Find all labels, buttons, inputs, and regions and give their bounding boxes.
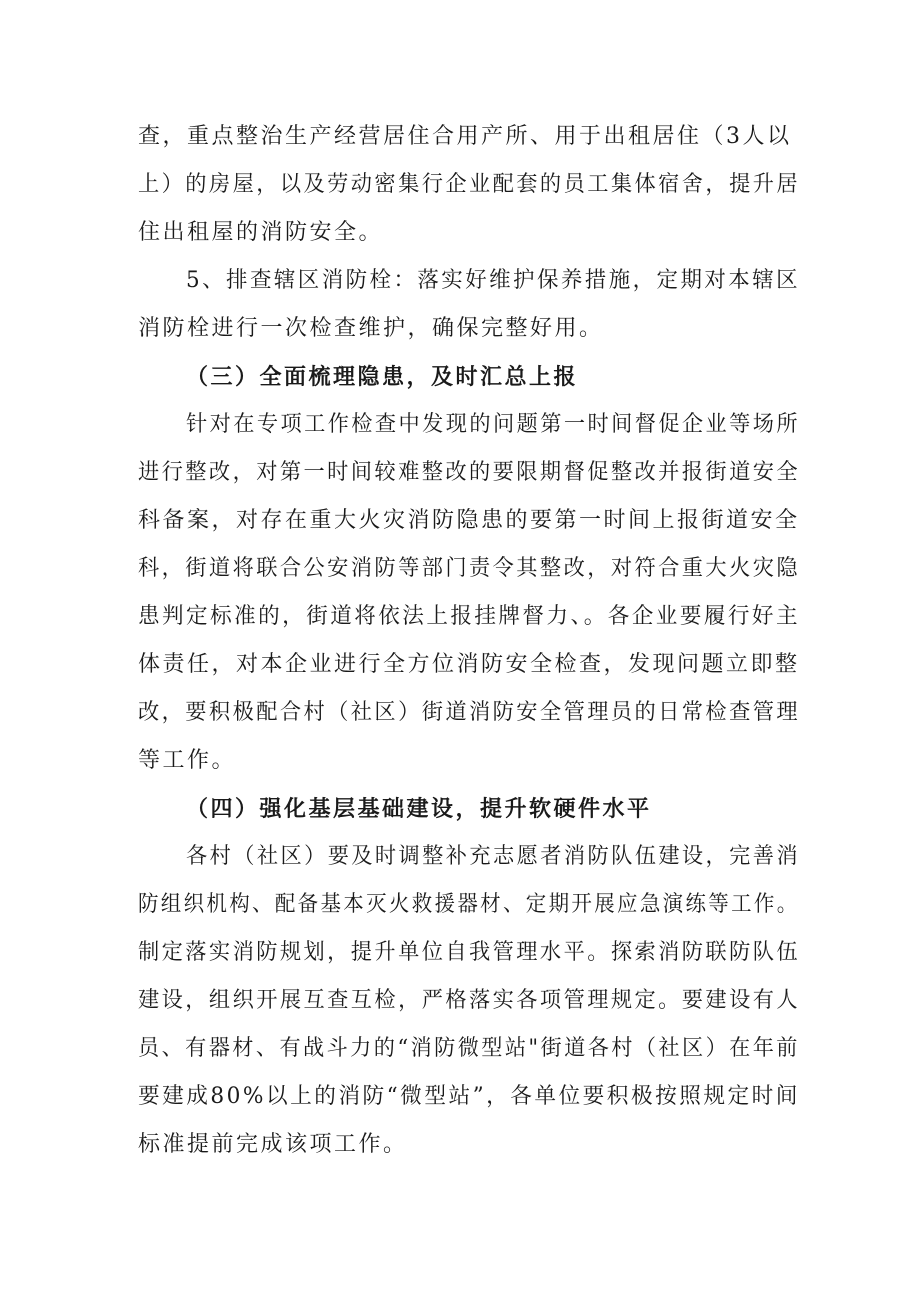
paragraph-line: 各村（社区）要及时调整补充志愿者消防队伍建设，完善消 [186, 844, 801, 869]
list-item-5: 5、排查辖区消防栓：落实好维护保养措施，定期对本辖区 [186, 268, 801, 293]
paragraph-line: 制定落实消防规划，提升单位自我管理水平。探索消防联防队伍 [138, 940, 801, 965]
paragraph-line: 体责任，对本企业进行全方位消防安全检查，发现问题立即整 [138, 652, 800, 677]
paragraph-line: 患判定标准的，街道将依法上报挂牌督力、。各企业要履行好主 [138, 604, 800, 629]
paragraph-line: 防组织机构、配备基本灭火救援器材、定期开展应急演练等工作。 [138, 892, 800, 917]
paragraph-line: 等工作。 [138, 748, 237, 773]
paragraph-line: 消防栓进行一次检查维护，确保完整好用。 [138, 316, 604, 341]
paragraph-line: 改，要积极配合村（社区）街道消防安全管理员的日常检查管理 [138, 700, 801, 725]
paragraph-line: 科，街道将联合公安消防等部门责令其整改，对符合重大火灾隐 [138, 556, 801, 581]
paragraph-line: 住出租屋的消防安全。 [138, 220, 384, 245]
paragraph-line: 员、有器材、有战斗力的“消防微型站"街道各村（社区）在年前 [138, 1036, 800, 1061]
section-heading-3: （三）全面梳理隐患，及时汇总上报 [186, 364, 579, 390]
paragraph-line: 针对在专项工作检查中发现的问题第一时间督促企业等场所 [186, 412, 801, 437]
paragraph-line: 建设，组织开展互查互检，严格落实各项管理规定。要建设有人 [138, 988, 801, 1013]
paragraph-line: 查，重点整治生产经营居住合用产所、用于出租居住（3人以 [138, 124, 792, 149]
paragraph-line: 进行整改，对第一时间较难整改的要限期督促整改并报街道安全 [138, 460, 801, 485]
paragraph-line: 标准提前完成该项工作。 [138, 1132, 408, 1157]
paragraph-line: 要建成80%以上的消防“微型站”，各单位要积极按照规定时间 [138, 1084, 800, 1109]
paragraph-line: 上）的房屋，以及劳动密集行企业配套的员工集体宿舍，提升居 [138, 172, 801, 197]
paragraph-line: 科备案，对存在重大火灾消防隐患的要第一时间上报街道安全 [138, 508, 800, 533]
section-heading-4: （四）强化基层基础建设，提升软硬件水平 [186, 796, 652, 822]
